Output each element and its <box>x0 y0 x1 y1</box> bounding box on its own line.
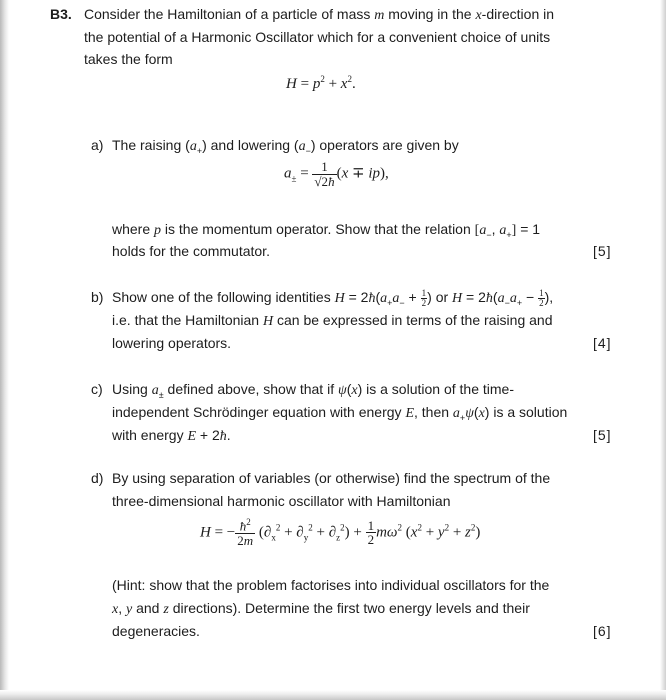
part-d-marks: [6] <box>593 623 612 639</box>
part-d-line-1: By using separation of variables (or otherwise) find the spectrum of the <box>112 470 551 486</box>
part-a-marks: [5] <box>593 243 612 259</box>
part-c-line-1: Using $a_\pm$ defined above, show that if ψ(x) is a solution of the time- <box>112 381 514 400</box>
part-c-label: c) <box>91 381 103 397</box>
part-b-line-3: lowering operators. <box>112 335 232 351</box>
part-c-line-2: independent Schrödinger equation with energy E, then $a_+\psi(x)$ is a solution <box>112 404 568 423</box>
part-a-equation: $a_\pm$ = $\frac{1}{√2ħ}$ (x ∓ ip), <box>284 159 389 189</box>
part-d-equation: H = − $\frac{ħ^2}{2m}$ $(\partial_x^2 + \partial_y^2 + \partial_z^2)$ + $\frac{1}{2}$ $m\omega^2$ $(x^2 + y^2 + z^2)$ <box>200 517 481 548</box>
part-a-line-2: where p is the momentum operator. Show that the relation [$a_-$, $a_+] = 1$ <box>112 221 541 240</box>
intro-line-3: takes the form <box>84 51 173 67</box>
part-b-line-1: Show one of the following identities $H = 2ħ(a_+a_-$ + $\frac{1}{2}$ ) or $H = 2ħ(a_-a_+$ − $\frac{1}{2}$ ), <box>112 288 554 308</box>
page-shadow-left <box>0 0 9 700</box>
part-c-marks: [5] <box>593 427 612 443</box>
intro-line-1: Consider the Hamiltonian of a particle of mass m moving in the x-direction in <box>84 6 555 23</box>
page-shadow-bottom <box>0 690 666 700</box>
part-b-marks: [4] <box>593 335 612 351</box>
part-a-line-3: holds for the commutator. <box>112 243 270 259</box>
part-d-label: d) <box>91 470 104 486</box>
part-d-hint-1: (Hint: show that the problem factorises into individual oscillators for the <box>112 577 550 593</box>
question-number: B3. <box>50 6 72 22</box>
part-b-label: b) <box>91 289 104 305</box>
page-shadow-right <box>660 0 666 700</box>
part-d-hint-3: degeneracies. <box>112 623 200 639</box>
intro-line-2: the potential of a Harmonic Oscillator which for a convenient choice of units <box>84 29 551 45</box>
part-c-line-3: with energy E + 2ħ. <box>112 427 231 444</box>
hamiltonian-equation: $H = p^2 + x^2$. <box>286 74 356 92</box>
part-a-label: a) <box>91 137 104 153</box>
part-a-line-1: The raising $(a_+)$ and lowering $(a_-)$ operators are given by <box>112 137 459 156</box>
part-d-hint-2: x, y and z directions). Determine the first two energy levels and their <box>112 600 530 617</box>
part-d-line-2: three-dimensional harmonic oscillator with Hamiltonian <box>112 493 451 509</box>
part-b-line-2: i.e. that the Hamiltonian H can be expressed in terms of the raising and <box>112 312 553 329</box>
